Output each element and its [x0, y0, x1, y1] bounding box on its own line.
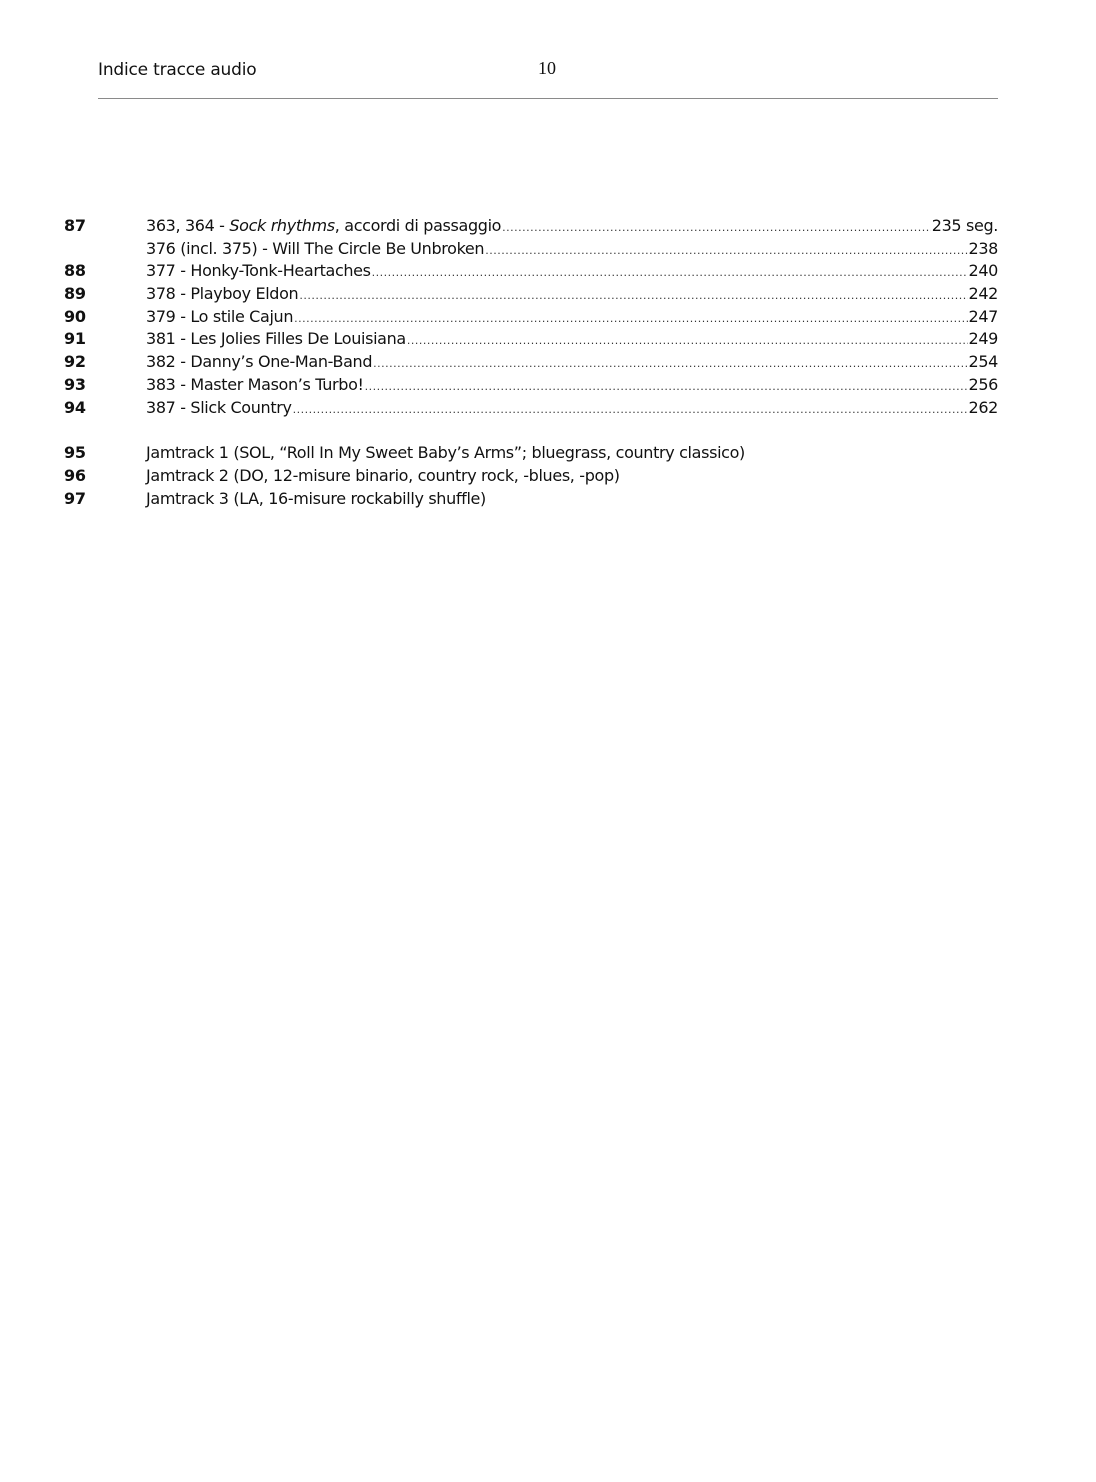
leader-dots [294, 308, 967, 331]
track-entry [146, 260, 998, 285]
track-number: 92 [64, 352, 86, 372]
leader-dots [502, 217, 931, 240]
track-title: 381 - Les Jolies Filles De Louisiana [146, 329, 406, 349]
leader-dots [373, 353, 967, 376]
track-row [0, 238, 1096, 261]
track-row [0, 328, 1096, 351]
jamtrack-row [0, 442, 1096, 465]
leader-dots [365, 376, 968, 399]
track-entry [146, 215, 998, 240]
track-page: 254 [968, 352, 998, 372]
track-title: 387 - Slick Country [146, 397, 292, 417]
leader-dots [372, 262, 968, 285]
track-title: 363, 364 - Sock rhythms, accordi di passaggio [146, 216, 502, 235]
track-page: 249 [968, 329, 998, 349]
track-page: 238 [968, 238, 998, 258]
track-index [0, 215, 1096, 510]
jamtrack-entry: Jamtrack 1 (SOL, “Roll In My Sweet Baby’s Arms”; bluegrass, country classico) [146, 443, 745, 463]
track-page: 256 [968, 374, 998, 394]
jamtrack-entry: Jamtrack 3 (LA, 16-misure rockabilly shuffle) [146, 488, 486, 508]
track-number: 88 [64, 261, 86, 281]
track-title: 377 - Honky-Tonk-Heartaches [146, 261, 371, 281]
track-row [0, 260, 1096, 283]
jamtrack-row [0, 465, 1096, 488]
track-row [0, 283, 1096, 306]
track-entry [146, 238, 998, 263]
track-title: 378 - Playboy Eldon [146, 284, 299, 304]
section-gap [0, 419, 1096, 442]
track-number: 91 [64, 329, 86, 349]
track-row [0, 215, 1096, 238]
track-row [0, 351, 1096, 374]
track-number: 90 [64, 306, 86, 326]
track-number: 89 [64, 284, 86, 304]
track-number: 87 [64, 216, 86, 235]
leader-dots [293, 399, 968, 422]
track-page: 247 [968, 306, 998, 326]
track-entry [146, 283, 998, 308]
track-entry [146, 306, 998, 331]
track-entry [146, 351, 998, 376]
track-number: 95 [64, 443, 86, 463]
track-number: 96 [64, 465, 86, 485]
track-row [0, 397, 1096, 420]
leader-dots [485, 240, 967, 263]
track-page: 240 [968, 261, 998, 281]
track-entry [146, 397, 998, 422]
header-title: Indice tracce audio [98, 60, 257, 80]
leader-dots [299, 285, 967, 308]
jamtrack-entry: Jamtrack 2 (DO, 12-misure binario, country rock, -blues, -pop) [146, 465, 620, 485]
track-number: 97 [64, 488, 86, 508]
track-title: 379 - Lo stile Cajun [146, 306, 294, 326]
track-row [0, 306, 1096, 329]
track-entry [146, 374, 998, 399]
track-row [0, 374, 1096, 397]
track-page: 242 [968, 284, 998, 304]
track-page: 235 seg. [931, 216, 998, 235]
track-page: 262 [968, 397, 998, 417]
track-title: 376 (incl. 375) - Will The Circle Be Unbroken [146, 238, 485, 258]
page-header [98, 58, 998, 99]
jamtrack-row [0, 488, 1096, 511]
track-number: 93 [64, 374, 86, 394]
track-entry [146, 328, 998, 353]
track-title: 382 - Danny’s One-Man-Band [146, 352, 373, 372]
page-number: 10 [538, 58, 556, 78]
track-number: 94 [64, 397, 86, 417]
track-title: 383 - Master Mason’s Turbo! [146, 374, 364, 394]
leader-dots [407, 330, 968, 353]
